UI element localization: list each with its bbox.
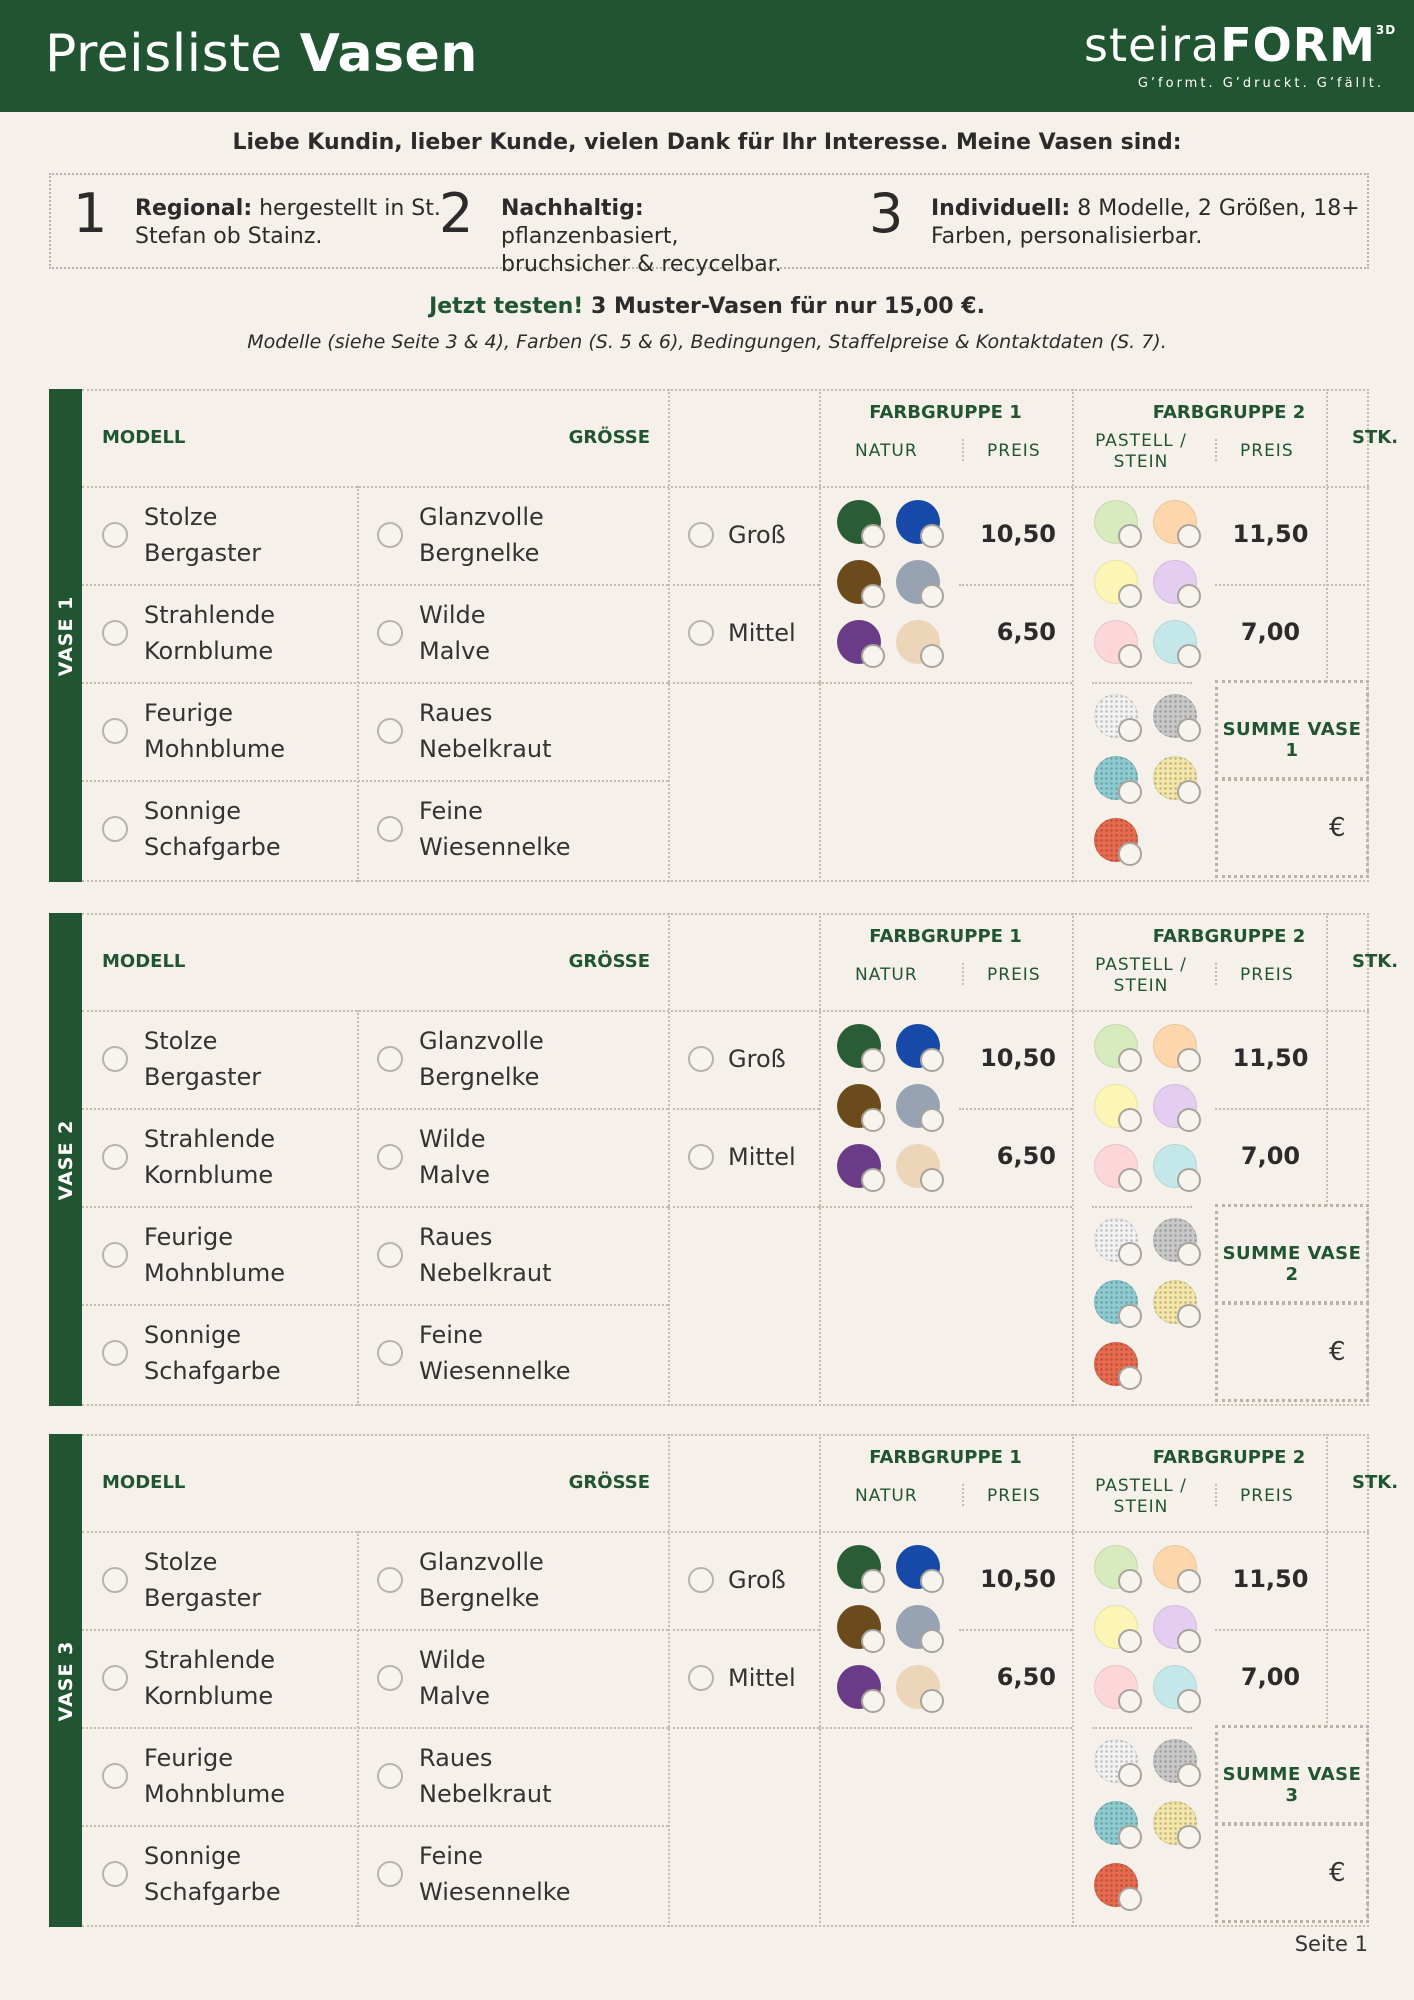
model-name-line: Sonnige <box>144 1321 242 1349</box>
model-radio[interactable] <box>377 1340 403 1366</box>
model-name-line: Nebelkraut <box>419 1259 552 1287</box>
model-option-label <box>144 597 275 669</box>
price-group-1: 10,50 <box>980 1044 1056 1072</box>
sum-label: SUMME VASE 1 <box>1222 719 1362 761</box>
model-name-line: Feurige <box>144 699 234 727</box>
color-swatch[interactable] <box>896 500 942 546</box>
size-radio[interactable] <box>688 1144 714 1170</box>
model-option-label <box>144 793 281 865</box>
header-groesse: GRÖSSE <box>568 951 650 972</box>
size-label: Groß <box>728 521 786 549</box>
vase-label-band <box>49 913 82 1406</box>
price-group-2: 11,50 <box>1232 1565 1309 1593</box>
color-swatch[interactable] <box>1094 1605 1140 1651</box>
vase-table <box>82 1434 1399 1927</box>
price-group-2: 11,50 <box>1232 1044 1309 1072</box>
header-preis-2: PREIS <box>1240 441 1294 461</box>
color-swatch[interactable] <box>1094 500 1140 546</box>
size-radio[interactable] <box>688 1567 714 1593</box>
model-name-line: Glanzvolle <box>419 1548 544 1576</box>
model-name-line: Bergnelke <box>419 1584 540 1612</box>
header-groesse: GRÖSSE <box>568 1472 650 1493</box>
usp-box: 1 Regional: hergestellt in St. Stefan ob Stainz. 2 Nachhaltig: pflanzenbasiert, bruchsicher & recycelbar. 3 Individuell: 8 Modelle, 2 Größen, 18+ Farben, personalisierbar. <box>49 173 1369 269</box>
price-group-1: 10,50 <box>980 1565 1056 1593</box>
model-name-line: Wilde <box>419 1125 486 1153</box>
model-name-line: Stolze <box>144 1027 218 1055</box>
vase-label-band <box>49 1434 82 1927</box>
model-name-line: Schafgarbe <box>144 1878 281 1906</box>
color-swatch[interactable] <box>896 1665 942 1711</box>
model-radio[interactable] <box>102 1242 128 1268</box>
color-swatch[interactable] <box>1094 1545 1140 1591</box>
size-label: Mittel <box>728 619 796 647</box>
model-name-line: Sonnige <box>144 1842 242 1870</box>
model-name-line: Mohnblume <box>144 1259 286 1287</box>
stone-color-swatch[interactable] <box>1153 694 1199 740</box>
model-name-line: Bergnelke <box>419 1063 540 1091</box>
model-name-line: Nebelkraut <box>419 735 552 763</box>
price-group-1: 6,50 <box>996 1142 1056 1170</box>
model-option-label <box>419 597 490 669</box>
color-swatch[interactable] <box>1153 500 1199 546</box>
size-label: Mittel <box>728 1143 796 1171</box>
model-option-label <box>144 1740 285 1812</box>
model-name-line: Wiesennelke <box>419 1357 571 1385</box>
currency-symbol: € <box>1329 1337 1346 1367</box>
model-name-line: Wilde <box>419 1646 486 1674</box>
header-farbgruppe-1: FARBGRUPPE 1 <box>869 926 1022 947</box>
model-option-label <box>144 1121 275 1193</box>
model-radio[interactable] <box>377 1144 403 1170</box>
header-stk: STK. <box>1352 427 1399 448</box>
page-title: Preisliste Vasen <box>45 24 478 84</box>
color-swatch[interactable] <box>1094 620 1140 666</box>
stone-color-swatch[interactable] <box>1094 1739 1140 1785</box>
color-swatch[interactable] <box>896 620 942 666</box>
color-swatch[interactable] <box>837 1545 883 1591</box>
header-farbgruppe-2: FARBGRUPPE 2 <box>1152 402 1306 423</box>
color-swatch[interactable] <box>837 1144 883 1190</box>
model-radio[interactable] <box>377 1242 403 1268</box>
color-swatch[interactable] <box>896 1545 942 1591</box>
vase-section <box>49 913 1399 1406</box>
model-option-label <box>419 695 551 767</box>
model-radio[interactable] <box>377 1046 403 1072</box>
model-option-label <box>144 1023 261 1095</box>
price-group-2: 7,00 <box>1240 618 1301 646</box>
color-swatch[interactable] <box>1153 1024 1199 1070</box>
model-radio[interactable] <box>377 620 403 646</box>
price-group-2: 11,50 <box>1232 520 1309 548</box>
model-name-line: Malve <box>419 637 491 665</box>
color-swatch[interactable] <box>896 560 942 606</box>
model-name-line: Raues <box>419 1744 493 1772</box>
header-farbgruppe-2: FARBGRUPPE 2 <box>1152 926 1306 947</box>
header-pastell-stein: PASTELL / STEIN <box>1095 955 1187 996</box>
size-label: Mittel <box>728 1664 796 1692</box>
stone-color-swatch[interactable] <box>1094 818 1140 864</box>
model-name-line: Stolze <box>144 1548 218 1576</box>
header-bar <box>0 0 1414 112</box>
size-radio[interactable] <box>688 1046 714 1072</box>
model-name-line: Raues <box>419 699 493 727</box>
sum-label: SUMME VASE 2 <box>1222 1243 1362 1285</box>
model-option-label <box>419 1642 490 1714</box>
price-group-2: 7,00 <box>1240 1142 1301 1170</box>
model-name-line: Bergaster <box>144 1584 262 1612</box>
model-radio[interactable] <box>377 522 403 548</box>
header-natur: NATUR <box>855 441 918 461</box>
header-stk: STK. <box>1352 951 1399 972</box>
model-name-line: Kornblume <box>144 1161 274 1189</box>
header-natur: NATUR <box>855 965 918 985</box>
stone-color-swatch[interactable] <box>1094 1863 1140 1909</box>
vase-label: VASE 1 <box>54 595 77 676</box>
model-name-line: Wiesennelke <box>419 1878 571 1906</box>
color-swatch[interactable] <box>1094 1665 1140 1711</box>
price-group-1: 10,50 <box>980 520 1056 548</box>
model-option-label <box>419 1544 544 1616</box>
stone-color-swatch[interactable] <box>1153 1801 1199 1847</box>
page-number: Seite 1 <box>1294 1932 1368 1956</box>
header-pastell-stein: PASTELL / STEIN <box>1095 1476 1187 1517</box>
model-name-line: Schafgarbe <box>144 1357 281 1385</box>
stone-color-swatch[interactable] <box>1153 1739 1199 1785</box>
model-radio[interactable] <box>102 1567 128 1593</box>
model-radio[interactable] <box>102 1340 128 1366</box>
sum-input-box[interactable] <box>1215 1823 1369 1923</box>
size-label: Groß <box>728 1566 786 1594</box>
color-swatch[interactable] <box>896 1084 942 1130</box>
model-radio[interactable] <box>102 1763 128 1789</box>
size-label: Groß <box>728 1045 786 1073</box>
model-option-label <box>419 499 544 571</box>
stone-color-swatch[interactable] <box>1153 1218 1199 1264</box>
model-radio[interactable] <box>377 1763 403 1789</box>
model-name-line: Raues <box>419 1223 493 1251</box>
header-modell: MODELL <box>102 1472 186 1493</box>
header-stk: STK. <box>1352 1472 1399 1493</box>
model-name-line: Bergaster <box>144 539 262 567</box>
model-name-line: Malve <box>419 1161 491 1189</box>
model-option-label <box>144 499 261 571</box>
sum-label: SUMME VASE 3 <box>1222 1764 1362 1806</box>
model-radio[interactable] <box>377 1861 403 1887</box>
model-radio[interactable] <box>377 718 403 744</box>
model-radio[interactable] <box>377 1567 403 1593</box>
color-swatch[interactable] <box>1153 1144 1199 1190</box>
model-name-line: Mohnblume <box>144 1780 286 1808</box>
brand-logo: steiraFORM$^{3D}$ G’formt. G’druckt. G’fällt. <box>1084 18 1397 91</box>
header-preis-1: PREIS <box>987 965 1041 985</box>
color-swatch[interactable] <box>896 1605 942 1651</box>
model-name-line: Glanzvolle <box>419 503 544 531</box>
sum-input-box[interactable] <box>1215 778 1369 878</box>
stone-color-swatch[interactable] <box>1153 1280 1199 1326</box>
model-radio[interactable] <box>377 816 403 842</box>
model-name-line: Feine <box>419 1321 483 1349</box>
stone-color-swatch[interactable] <box>1094 756 1140 802</box>
header-modell: MODELL <box>102 427 186 448</box>
currency-symbol: € <box>1329 813 1346 843</box>
model-name-line: Feine <box>419 797 483 825</box>
color-swatch[interactable] <box>1094 1084 1140 1130</box>
vase-table <box>82 389 1399 882</box>
model-option-label <box>144 695 285 767</box>
vase-section <box>49 1434 1399 1927</box>
model-radio[interactable] <box>102 1144 128 1170</box>
color-swatch[interactable] <box>1094 1024 1140 1070</box>
color-swatch[interactable] <box>1153 1084 1199 1130</box>
model-option-label <box>419 793 571 865</box>
header-farbgruppe-1: FARBGRUPPE 1 <box>869 1447 1022 1468</box>
color-swatch[interactable] <box>837 1084 883 1130</box>
color-swatch[interactable] <box>837 1024 883 1070</box>
intro-text: Liebe Kundin, lieber Kunde, vielen Dank für Ihr Interesse. Meine Vasen sind: <box>232 130 1182 155</box>
stone-color-swatch[interactable] <box>1094 1801 1140 1847</box>
model-radio[interactable] <box>102 1665 128 1691</box>
header-pastell-stein: PASTELL / STEIN <box>1095 431 1187 472</box>
model-name-line: Wiesennelke <box>419 833 571 861</box>
model-name-line: Glanzvolle <box>419 1027 544 1055</box>
model-option-label <box>144 1838 281 1910</box>
vase-label-band <box>49 389 82 882</box>
model-name-line: Feurige <box>144 1223 234 1251</box>
sum-input-box[interactable] <box>1215 1302 1369 1402</box>
header-preis-1: PREIS <box>987 1486 1041 1506</box>
model-option-label <box>419 1317 571 1389</box>
stone-color-swatch[interactable] <box>1094 1218 1140 1264</box>
stone-color-swatch[interactable] <box>1094 694 1140 740</box>
vase-table <box>82 913 1399 1406</box>
promo-subline: Modelle (siehe Seite 3 & 4), Farben (S. 5 & 6), Bedingungen, Staffelpreise & Kontaktdaten (S. 7). <box>247 331 1167 353</box>
model-option-label <box>419 1023 544 1095</box>
model-radio[interactable] <box>377 1665 403 1691</box>
model-option-label <box>419 1121 490 1193</box>
model-name-line: Strahlende <box>144 1125 276 1153</box>
color-swatch[interactable] <box>1094 560 1140 606</box>
header-preis-2: PREIS <box>1240 965 1294 985</box>
color-swatch[interactable] <box>1153 1665 1199 1711</box>
color-swatch[interactable] <box>1153 560 1199 606</box>
model-name-line: Nebelkraut <box>419 1780 552 1808</box>
price-group-1: 6,50 <box>996 618 1056 646</box>
color-swatch[interactable] <box>1153 1605 1199 1651</box>
color-swatch[interactable] <box>1094 1144 1140 1190</box>
price-group-1: 6,50 <box>996 1663 1056 1691</box>
header-farbgruppe-1: FARBGRUPPE 1 <box>869 402 1022 423</box>
header-preis-1: PREIS <box>987 441 1041 461</box>
stone-color-swatch[interactable] <box>1094 1342 1140 1388</box>
header-modell: MODELL <box>102 951 186 972</box>
model-name-line: Strahlende <box>144 601 276 629</box>
header-farbgruppe-2: FARBGRUPPE 2 <box>1152 1447 1306 1468</box>
model-name-line: Feine <box>419 1842 483 1870</box>
model-name-line: Kornblume <box>144 637 274 665</box>
currency-symbol: € <box>1329 1858 1346 1888</box>
model-radio[interactable] <box>102 522 128 548</box>
model-option-label <box>419 1219 551 1291</box>
model-name-line: Mohnblume <box>144 735 286 763</box>
logo-tagline: G’formt. G’druckt. G’fällt. <box>1137 76 1384 91</box>
size-radio[interactable] <box>688 522 714 548</box>
model-radio[interactable] <box>102 718 128 744</box>
vase-section <box>49 389 1399 882</box>
model-name-line: Feurige <box>144 1744 234 1772</box>
model-option-label <box>144 1642 275 1714</box>
model-option-label <box>144 1544 261 1616</box>
color-swatch[interactable] <box>837 620 883 666</box>
header-groesse: GRÖSSE <box>568 427 650 448</box>
model-name-line: Stolze <box>144 503 218 531</box>
model-name-line: Bergaster <box>144 1063 262 1091</box>
model-name-line: Sonnige <box>144 797 242 825</box>
color-swatch[interactable] <box>896 1024 942 1070</box>
model-radio[interactable] <box>102 1861 128 1887</box>
color-swatch[interactable] <box>1153 1545 1199 1591</box>
size-radio[interactable] <box>688 620 714 646</box>
color-swatch[interactable] <box>1153 620 1199 666</box>
vase-label: VASE 2 <box>54 1119 77 1200</box>
size-radio[interactable] <box>688 1665 714 1691</box>
model-option-label <box>144 1219 285 1291</box>
model-option-label <box>419 1838 571 1910</box>
model-radio[interactable] <box>102 1046 128 1072</box>
model-name-line: Strahlende <box>144 1646 276 1674</box>
model-name-line: Schafgarbe <box>144 833 281 861</box>
stone-color-swatch[interactable] <box>1153 756 1199 802</box>
model-option-label <box>144 1317 281 1389</box>
model-name-line: Wilde <box>419 601 486 629</box>
model-radio[interactable] <box>102 620 128 646</box>
model-name-line: Bergnelke <box>419 539 540 567</box>
model-option-label <box>419 1740 551 1812</box>
model-name-line: Kornblume <box>144 1682 274 1710</box>
header-natur: NATUR <box>855 1486 918 1506</box>
model-radio[interactable] <box>102 816 128 842</box>
color-swatch[interactable] <box>837 1665 883 1711</box>
header-preis-2: PREIS <box>1240 1486 1294 1506</box>
color-swatch[interactable] <box>896 1144 942 1190</box>
color-swatch[interactable] <box>837 560 883 606</box>
color-swatch[interactable] <box>837 1605 883 1651</box>
price-group-2: 7,00 <box>1240 1663 1301 1691</box>
model-name-line: Malve <box>419 1682 491 1710</box>
stone-color-swatch[interactable] <box>1094 1280 1140 1326</box>
promo-headline: Jetzt testen! 3 Muster-Vasen für nur 15,00 €. <box>429 294 985 319</box>
color-swatch[interactable] <box>837 500 883 546</box>
vase-label: VASE 3 <box>54 1640 77 1721</box>
